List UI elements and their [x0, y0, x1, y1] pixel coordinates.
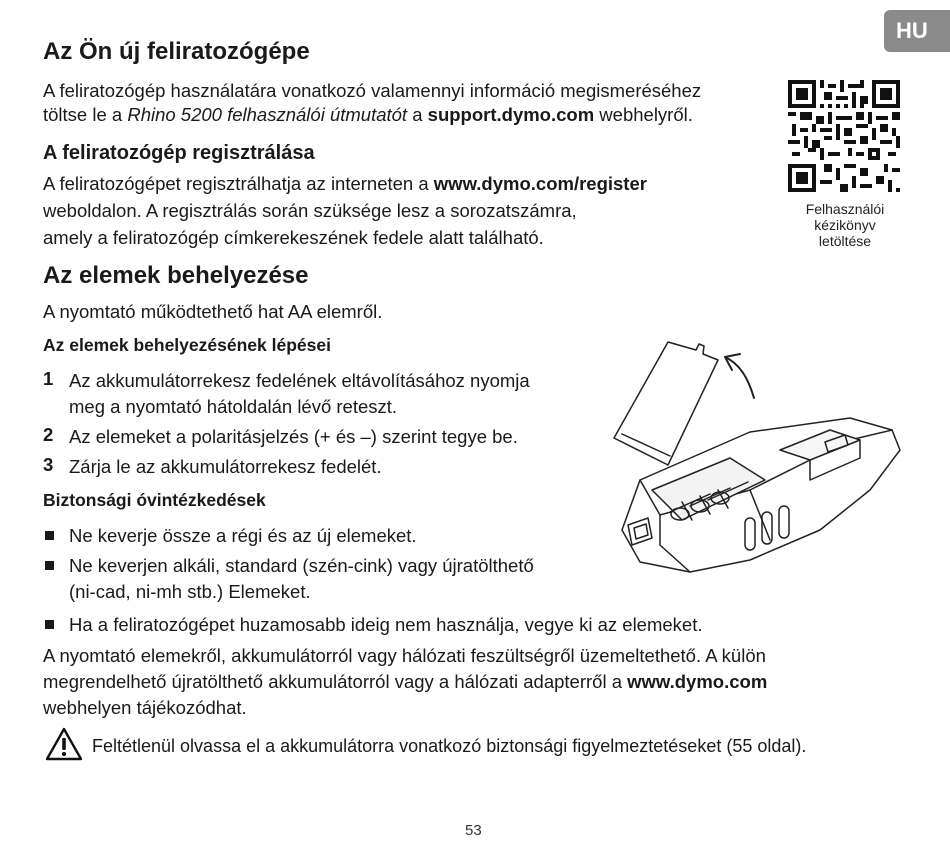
intro-line-1: A feliratozógép használatára vonatkozó valamennyi információ megismeréséhez — [43, 80, 702, 101]
register-line-3: amely a feliratozógép címkerekeszének fedele alatt található. — [43, 227, 544, 248]
step-1-line-2: meg a nyomtató hátoldalán lévő reteszt. — [69, 396, 398, 417]
qr-caption-line: Felhasználói — [805, 201, 885, 217]
bullet-marker — [45, 531, 54, 540]
register-line-2: weboldalon. A regisztrálás során szüksége lesz a sorozatszámra, — [43, 200, 577, 221]
power-para-line-3: webhelyen tájékozódhat. — [43, 697, 247, 718]
step-number: 2 — [43, 424, 54, 445]
safety-title: Biztonsági óvintézkedések — [43, 490, 266, 510]
dymo-link[interactable]: www.dymo.com — [627, 671, 768, 692]
section-title-new-label-maker: Az Ön új feliratozógépe — [43, 38, 310, 65]
page-number: 53 — [465, 822, 482, 839]
manual-title: Rhino 5200 felhasználói útmutatót — [127, 104, 408, 125]
register-link[interactable]: www.dymo.com/register — [433, 173, 647, 194]
safety-bullet-2-line-1: Ne keverjen alkáli, standard (szén-cink) vagy újratölthető — [69, 555, 534, 576]
bullet-marker — [45, 620, 54, 629]
language-tab: HU — [884, 10, 950, 52]
intro-text: töltse le a — [43, 104, 128, 125]
batteries-intro: A nyomtató működtethető hat AA elemről. — [43, 301, 383, 322]
qr-code[interactable] — [788, 80, 900, 192]
register-line-1 — [43, 171, 647, 197]
qr-caption-line: letöltése — [818, 233, 872, 249]
step-number: 1 — [43, 368, 54, 389]
step-number: 3 — [43, 454, 54, 475]
intro-text: webhelyről. — [594, 104, 693, 125]
step-1-line-1: Az akkumulátorrekesz fedelének eltávolításához nyomja — [69, 370, 530, 391]
safety-bullet-1: Ne keverje össze a régi és az új elemeket. — [69, 525, 417, 546]
power-para-line-1: A nyomtató elemekről, akkumulátorról vagy hálózati feszültségről üzemeltethető. A külön — [43, 645, 766, 666]
intro-line-2 — [43, 102, 693, 128]
label-maker-battery-illustration — [600, 330, 910, 585]
warning-text: Feltétlenül olvassa el a akkumulátorra vonatkozó biztonsági figyelmeztetéseket (55 oldal). — [92, 736, 807, 756]
step-2-line-1: Az elemeket a polaritásjelzés (+ és –) szerint tegye be. — [69, 426, 518, 447]
safety-bullet-2-line-2: (ni-cad, ni-mh stb.) Elemeket. — [69, 581, 311, 602]
support-link[interactable]: support.dymo.com — [427, 104, 595, 125]
qr-caption-line: kézikönyv — [814, 217, 876, 233]
qr-caption — [775, 201, 915, 249]
steps-title: Az elemek behelyezésének lépései — [43, 335, 331, 355]
warning-triangle-icon — [45, 727, 83, 761]
register-text: A feliratozógépet regisztrálhatja az interneten a — [43, 173, 434, 194]
register-title: A feliratozógép regisztrálása — [43, 142, 315, 164]
step-3-line-1: Zárja le az akkumulátorrekesz fedelét. — [69, 456, 382, 477]
bullet-marker — [45, 561, 54, 570]
power-para-text: megrendelhető újratölthető akkumulátorról vagy a hálózati adapterről a — [43, 671, 628, 692]
intro-text: a — [407, 104, 428, 125]
safety-bullet-3: Ha a feliratozógépet huzamosabb ideig nem használja, vegye ki az elemeket. — [69, 614, 703, 635]
power-para-line-2 — [43, 669, 767, 695]
section-title-batteries: Az elemek behelyezése — [43, 262, 309, 289]
